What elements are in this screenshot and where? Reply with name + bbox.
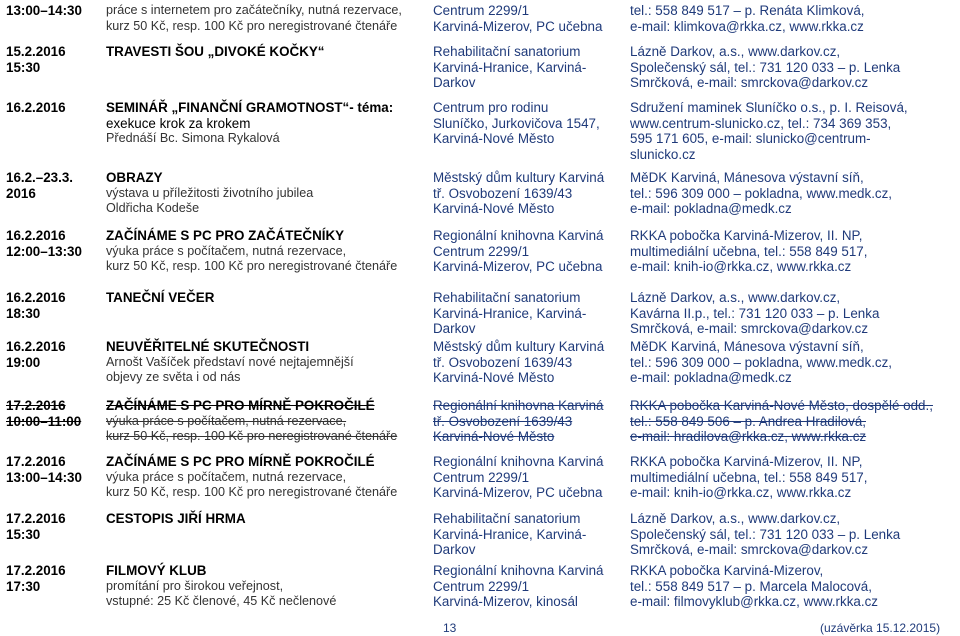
venue-line: Rehabilitační sanatorium bbox=[433, 511, 581, 526]
venue-line: tř. Osvobození 1639/43 bbox=[433, 413, 573, 429]
event-description-cell bbox=[106, 511, 426, 527]
event-title: ZAČÍNÁME S PC PRO MÍRNĚ POKROČILÉ bbox=[106, 398, 375, 413]
venue-line: Karviná-Mizerov, PC učebna bbox=[433, 259, 603, 275]
contact-line: e-mail: knih-io@rkka.cz, www.rkka.cz bbox=[630, 259, 852, 275]
event-date-cell bbox=[6, 3, 98, 19]
event-title: CESTOPIS JIŘÍ HRMA bbox=[106, 511, 246, 526]
event-date-line: 19:00 bbox=[6, 354, 41, 370]
event-venue-cell bbox=[433, 511, 623, 558]
event-date-line: 16.2.2016 bbox=[6, 290, 66, 305]
venue-line: tř. Osvobození 1639/43 bbox=[433, 354, 573, 370]
contact-line: e-mail: hradilova@rkka.cz, www.rkka.cz bbox=[630, 429, 867, 445]
venue-line: Karviná-Nové Město bbox=[433, 429, 555, 445]
event-detail-line: výstava u příležitosti životního jubilea bbox=[106, 185, 314, 200]
event-date-line: 13:00–14:30 bbox=[6, 469, 82, 485]
event-title: FILMOVÝ KLUB bbox=[106, 563, 207, 578]
event-title: TRAVESTI ŠOU „DIVOKÉ KOČKY“ bbox=[106, 44, 325, 59]
contact-line: tel.: 558 849 506 – p. Andrea Hradilová, bbox=[630, 413, 866, 429]
contact-line: RKKA pobočka Karviná-Mizerov, bbox=[630, 563, 824, 578]
event-date-cell bbox=[6, 44, 98, 75]
contact-line: e-mail: knih-io@rkka.cz, www.rkka.cz bbox=[630, 485, 852, 501]
venue-line: Karviná-Mizerov, PC učebna bbox=[433, 485, 603, 501]
contact-line: Společenský sál, tel.: 731 120 033 – p. Lenka bbox=[630, 526, 901, 542]
event-contact-cell bbox=[630, 511, 960, 558]
event-date-line: 10:00–11:00 bbox=[6, 413, 82, 429]
event-venue-cell bbox=[433, 290, 623, 337]
contact-line: Kavárna II.p., tel.: 731 120 033 – p. Lenka bbox=[630, 305, 880, 321]
event-date-line: 17.2.2016 bbox=[6, 563, 66, 578]
venue-line: Centrum 2299/1 bbox=[433, 578, 530, 594]
event-date-cell bbox=[6, 100, 98, 116]
event-description-cell bbox=[106, 454, 426, 501]
event-date-line: 16.2.2016 bbox=[6, 100, 66, 115]
event-title: ZAČÍNÁME S PC PRO ZAČÁTEČNÍKY bbox=[106, 228, 345, 243]
venue-line: Darkov bbox=[433, 321, 476, 337]
event-date-line: 17.2.2016 bbox=[6, 511, 66, 526]
event-contact-cell bbox=[630, 228, 960, 275]
contact-line: Lázně Darkov, a.s., www.darkov.cz, bbox=[630, 511, 841, 526]
event-contact-cell bbox=[630, 290, 960, 337]
event-date-line: 16.2.–23.3. bbox=[6, 170, 74, 185]
venue-line: Centrum pro rodinu bbox=[433, 100, 549, 115]
event-venue-cell bbox=[433, 170, 623, 217]
contact-line: Společenský sál, tel.: 731 120 033 – p. Lenka bbox=[630, 59, 901, 75]
venue-line: Karviná-Hranice, Karviná- bbox=[433, 305, 587, 321]
event-venue-cell bbox=[433, 563, 623, 610]
event-date-cell bbox=[6, 511, 98, 542]
contact-line: Lázně Darkov, a.s., www.darkov.cz, bbox=[630, 290, 841, 305]
venue-line: tř. Osvobození 1639/43 bbox=[433, 185, 573, 201]
event-detail-line: výuka práce s počítačem, nutná rezervace, bbox=[106, 243, 347, 258]
event-venue-cell bbox=[433, 100, 623, 147]
venue-line: Regionální knihovna Karviná bbox=[433, 228, 604, 243]
contact-line: www.centrum-slunicko.cz, tel.: 734 369 353, bbox=[630, 115, 892, 131]
venue-line: Rehabilitační sanatorium bbox=[433, 44, 581, 59]
event-venue-cell bbox=[433, 454, 623, 501]
event-contact-cell bbox=[630, 398, 960, 445]
event-description-cell bbox=[106, 44, 426, 60]
event-date-cell bbox=[6, 398, 98, 429]
event-title: ZAČÍNÁME S PC PRO MÍRNĚ POKROČILÉ bbox=[106, 454, 375, 469]
contact-line: tel.: 596 309 000 – pokladna, www.medk.cz, bbox=[630, 185, 893, 201]
event-date-line: 15:30 bbox=[6, 59, 41, 75]
event-date-cell bbox=[6, 290, 98, 321]
event-date-line: 17:30 bbox=[6, 578, 41, 594]
event-date-line: 15.2.2016 bbox=[6, 44, 66, 59]
contact-line: RKKA pobočka Karviná-Nové Město, dospělé odd., bbox=[630, 398, 933, 413]
contact-line: RKKA pobočka Karviná-Mizerov, II. NP, bbox=[630, 454, 863, 469]
venue-line: Městský dům kultury Karviná bbox=[433, 170, 605, 185]
event-date-line: 12:00–13:30 bbox=[6, 243, 82, 259]
event-description-cell bbox=[106, 398, 426, 445]
venue-line: Sluníčko, Jurkovičova 1547, bbox=[433, 115, 600, 131]
event-date-cell bbox=[6, 563, 98, 594]
event-date-cell bbox=[6, 170, 98, 201]
event-description-cell bbox=[106, 3, 426, 34]
contact-line: Smrčková, e-mail: smrckova@darkov.cz bbox=[630, 321, 869, 337]
event-detail-line: výuka práce s počítačem, nutná rezervace, bbox=[106, 469, 347, 484]
event-date-line: 18:30 bbox=[6, 305, 41, 321]
event-detail-line: vstupné: 25 Kč členové, 45 Kč nečlenové bbox=[106, 594, 337, 609]
event-detail-line: kurz 50 Kč, resp. 100 Kč pro neregistrované čtenáře bbox=[106, 429, 398, 444]
event-venue-cell bbox=[433, 3, 623, 34]
event-description-cell bbox=[106, 100, 426, 147]
venue-line: Darkov bbox=[433, 542, 476, 558]
event-venue-cell bbox=[433, 228, 623, 275]
event-date-line: 13:00–14:30 bbox=[6, 3, 82, 18]
contact-line: Sdružení maminek Sluníčko o.s., p. I. Reisová, bbox=[630, 100, 908, 115]
contact-line: e-mail: pokladna@medk.cz bbox=[630, 201, 792, 217]
event-detail-line: kurz 50 Kč, resp. 100 Kč pro neregistrované čtenáře bbox=[106, 485, 398, 500]
event-contact-cell bbox=[630, 563, 960, 610]
event-description-cell bbox=[106, 228, 426, 275]
event-detail-line: Oldřicha Kodeše bbox=[106, 201, 200, 216]
contact-line: MěDK Karviná, Mánesova výstavní síň, bbox=[630, 170, 864, 185]
event-date-cell bbox=[6, 228, 98, 259]
contact-line: 595 171 605, e-mail: slunicko@centrum- bbox=[630, 131, 871, 147]
event-contact-cell bbox=[630, 44, 960, 91]
event-title: SEMINÁŘ „FINANČNÍ GRAMOTNOST“- téma: bbox=[106, 100, 394, 115]
event-venue-cell bbox=[433, 44, 623, 91]
event-title: TANEČNÍ VEČER bbox=[106, 290, 215, 305]
event-contact-cell bbox=[630, 100, 960, 162]
venue-line: Karviná-Mizerov, kinosál bbox=[433, 594, 578, 610]
contact-line: e-mail: filmovyklub@rkka.cz, www.rkka.cz bbox=[630, 594, 878, 610]
event-date-line: 17.2.2016 bbox=[6, 454, 66, 469]
contact-line: Lázně Darkov, a.s., www.darkov.cz, bbox=[630, 44, 841, 59]
event-detail-line: promítání pro širokou veřejnost, bbox=[106, 578, 284, 593]
event-title: NEUVĚŘITELNÉ SKUTEČNOSTI bbox=[106, 339, 310, 354]
contact-line: tel.: 596 309 000 – pokladna, www.medk.cz, bbox=[630, 354, 893, 370]
contact-line: multimediální učebna, tel.: 558 849 517, bbox=[630, 243, 868, 259]
event-detail-line: Arnošt Vašíček představí nové nejtajemnější bbox=[106, 354, 354, 369]
event-detail-line: Přednáší Bc. Simona Rykalová bbox=[106, 131, 280, 146]
event-date-cell bbox=[6, 454, 98, 485]
event-detail-line: práce s internetem pro začátečníky, nutná rezervace, bbox=[106, 3, 402, 17]
event-contact-cell bbox=[630, 339, 960, 386]
deadline-note: (uzávěrka 15.12.2015) bbox=[820, 621, 941, 635]
venue-line: Centrum 2299/1 bbox=[433, 243, 530, 259]
contact-line: tel.: 558 849 517 – p. Renáta Klimková, bbox=[630, 3, 865, 18]
event-date-line: 15:30 bbox=[6, 526, 41, 542]
venue-line: Regionální knihovna Karviná bbox=[433, 454, 604, 469]
event-contact-cell bbox=[630, 170, 960, 217]
event-date-line: 16.2.2016 bbox=[6, 339, 66, 354]
event-description-cell bbox=[106, 170, 426, 217]
venue-line: Centrum 2299/1 bbox=[433, 469, 530, 485]
contact-line: e-mail: klimkova@rkka.cz, www.rkka.cz bbox=[630, 18, 864, 34]
event-detail-line: kurz 50 Kč, resp. 100 Kč pro neregistrované čtenáře bbox=[106, 259, 398, 274]
event-detail-line: výuka práce s počítačem, nutná rezervace, bbox=[106, 413, 347, 428]
venue-line: Darkov bbox=[433, 75, 476, 91]
contact-line: e-mail: pokladna@medk.cz bbox=[630, 370, 792, 386]
venue-line: Městský dům kultury Karviná bbox=[433, 339, 605, 354]
venue-line: Karviná-Hranice, Karviná- bbox=[433, 526, 587, 542]
event-detail-line: objevy ze světa i od nás bbox=[106, 370, 241, 385]
contact-line: multimediální učebna, tel.: 558 849 517, bbox=[630, 469, 868, 485]
event-description-cell bbox=[106, 339, 426, 386]
contact-line: RKKA pobočka Karviná-Mizerov, II. NP, bbox=[630, 228, 863, 243]
event-date-line: 17.2.2016 bbox=[6, 398, 66, 413]
event-title: OBRAZY bbox=[106, 170, 163, 185]
venue-line: Karviná-Nové Město bbox=[433, 370, 555, 386]
event-contact-cell bbox=[630, 3, 960, 34]
contact-line: Smrčková, e-mail: smrckova@darkov.cz bbox=[630, 75, 869, 91]
event-title-continued: exekuce krok za krokem bbox=[106, 115, 251, 131]
event-date-line: 2016 bbox=[6, 185, 36, 201]
event-venue-cell bbox=[433, 339, 623, 386]
venue-line: Regionální knihovna Karviná bbox=[433, 398, 604, 413]
event-contact-cell bbox=[630, 454, 960, 501]
venue-line: Rehabilitační sanatorium bbox=[433, 290, 581, 305]
event-description-cell bbox=[106, 563, 426, 610]
page-number: 13 bbox=[443, 621, 457, 635]
contact-line: Smrčková, e-mail: smrckova@darkov.cz bbox=[630, 542, 869, 558]
contact-line: tel.: 558 849 517 – p. Marcela Malocová, bbox=[630, 578, 872, 594]
venue-line: Karviná-Nové Město bbox=[433, 131, 555, 147]
venue-line: Karviná-Hranice, Karviná- bbox=[433, 59, 587, 75]
event-date-cell bbox=[6, 339, 98, 370]
venue-line: Karviná-Nové Město bbox=[433, 201, 555, 217]
event-date-line: 16.2.2016 bbox=[6, 228, 66, 243]
venue-line: Regionální knihovna Karviná bbox=[433, 563, 604, 578]
venue-line: Centrum 2299/1 bbox=[433, 3, 530, 18]
venue-line: Karviná-Mizerov, PC učebna bbox=[433, 18, 603, 34]
event-detail-line: kurz 50 Kč, resp. 100 Kč pro neregistrované čtenáře bbox=[106, 18, 398, 33]
contact-line: slunicko.cz bbox=[630, 146, 696, 162]
event-venue-cell bbox=[433, 398, 623, 445]
event-description-cell bbox=[106, 290, 426, 306]
contact-line: MěDK Karviná, Mánesova výstavní síň, bbox=[630, 339, 864, 354]
